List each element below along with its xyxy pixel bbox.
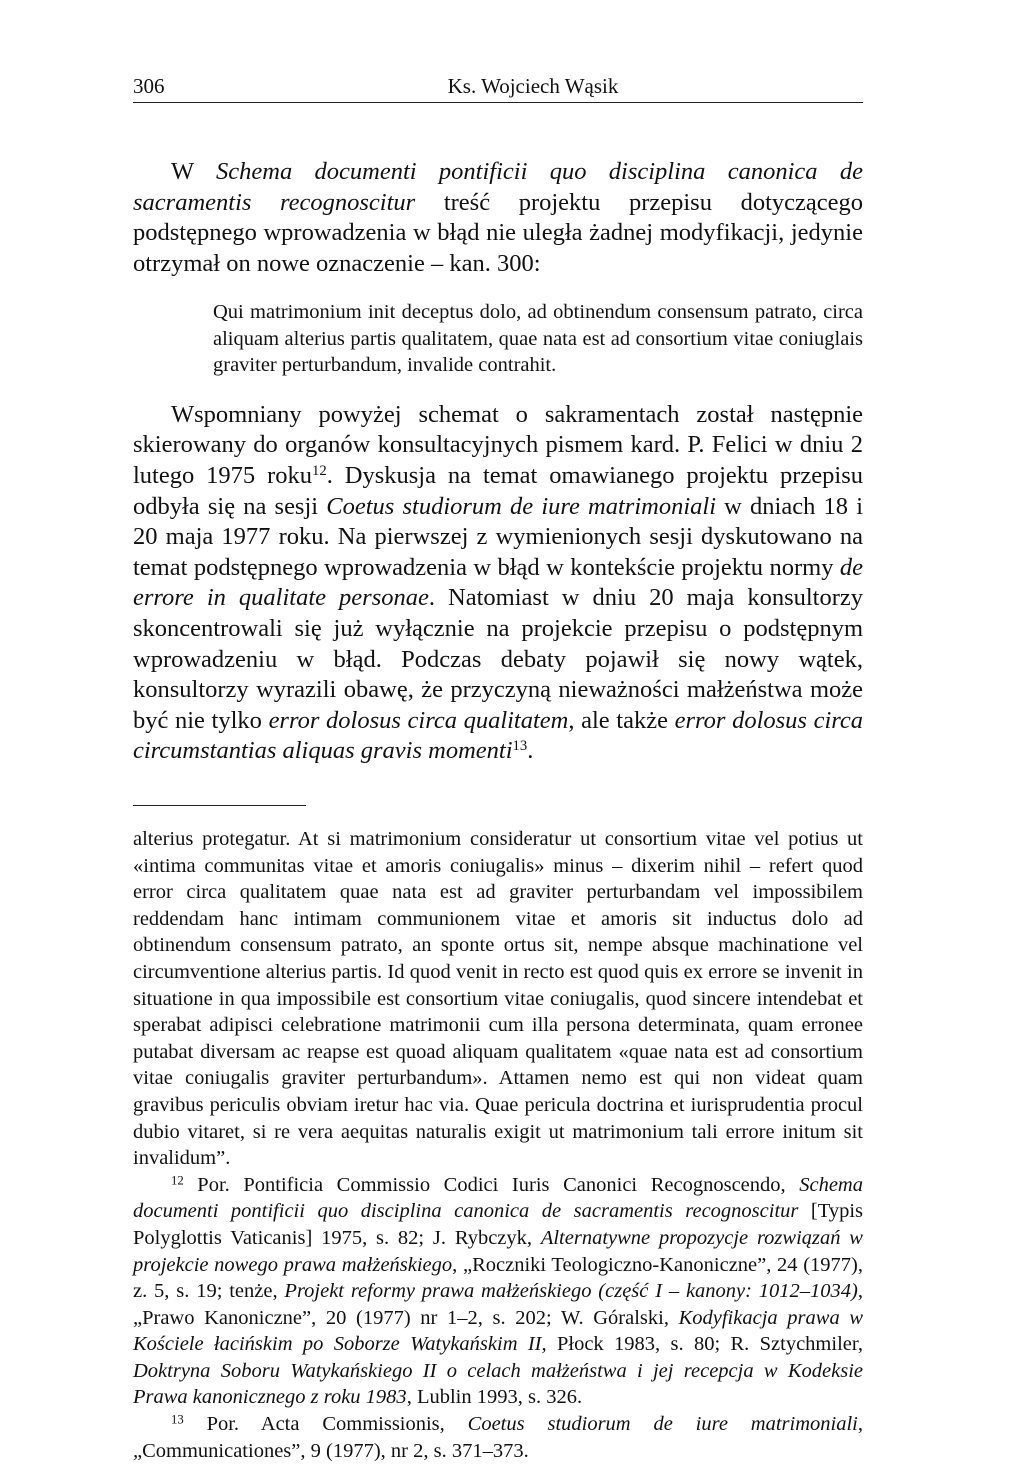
text-run: Por. Acta Commissionis,	[183, 1413, 468, 1436]
italic-title: Coetus studiorum de iure matrimoniali	[467, 1413, 858, 1436]
footnote-mark: 13	[171, 1412, 184, 1427]
text-run: Wspomniany powyżej schemat o sakramentach został następnie skierowany do organów konsultacyjnych pismem kard. P. Felici w dniu 2 lutego 1975 roku	[133, 400, 863, 490]
page	[133, 72, 863, 1464]
footnote-mark: 12	[171, 1173, 184, 1188]
text-run: . Dyskusja na temat omawianego projektu przepisu odbyła się na sesji	[133, 462, 863, 520]
italic-title: Schema documenti pontificii quo disciplina canonica de sacramentis recognoscitur	[133, 158, 863, 216]
italic-term: error dolosus circa qualitatem	[268, 706, 569, 734]
text-run: , „Prawo Kanoniczne”, 20 (1977) nr 1–2, s. 202; W. Góralski,	[133, 1280, 864, 1329]
italic-title: Doktryna Soboru Watykańskiego II o celach małżeństwa i jej recepcja w Kodeksie Prawa kanonicznego z roku 1983	[133, 1359, 863, 1409]
block-quote	[213, 299, 863, 379]
page-number: 306	[133, 74, 165, 98]
italic-term: Coetus studiorum de iure matrimoniali	[326, 492, 717, 520]
italic-title: Schema documenti pontificii quo disciplina canonica de sacramentis recognoscitur	[133, 1173, 863, 1223]
footnote-ref-12[interactable]: 12	[312, 462, 327, 479]
text-run: , ale także	[568, 706, 675, 734]
footnotes	[133, 826, 863, 1464]
text-run: W	[171, 158, 217, 185]
paragraph-2	[133, 400, 863, 767]
quote-text: Qui matrimonium init deceptus dolo, ad obtinendum consensum patrato, circa aliquam alterius partis qualitatem, quae nata est ad consortium vitae coniuglais graviter perturbandum, invalide contrahit.	[213, 301, 863, 377]
paragraph-1	[133, 157, 863, 279]
text-run: [Typis Polyglottis Vaticanis] 1975, s. 82; J. Rybczyk,	[133, 1200, 863, 1249]
italic-title: Kodyfikacja prawa w Kościele łacińskim po Soborze Watykańskim II	[133, 1306, 864, 1356]
text-run: treść projektu przepisu dotyczącego podstępnego wprowadzenia w błąd nie uległa żadnej modyfikacji, jedynie otrzymał on nowe oznaczenie – kan. 300:	[133, 188, 864, 277]
italic-title: Alternatywne propozycje rozwiązań w projekcie nowego prawa małżeńskiego	[133, 1226, 863, 1276]
text-run: , Płock 1983, s. 80; R. Sztychmiler,	[541, 1333, 863, 1356]
italic-term: error dolosus circa circumstantias aliquas gravis momenti	[133, 706, 864, 765]
footnote-ref-13[interactable]: 13	[512, 738, 528, 755]
footnote-continuation: alterius protegatur. At si matrimonium consideratur ut consortium vitae vel potius ut «intima communitas vitae et amoris coniugalis» minus – dixerim nihil – refert quod error circa qualitatem quae nata est ad graviter perturbandam vel impossibilem reddendam hanc intimam communionem vitae et amoris sit inductus dolo ad obtinendum consensum patrato, an sponte ortus sit, nempe absque machinatione vel circumventione alterius partis. Id quod venit in recto est quod quis ex errore se invenit in situatione in qua impossibile est consortium vitae coniugalis, quod sincere intendebat et sperabat adipisci celebratione matrimonii cum illa persona determinata, quam erronee putabat diversam ac reapse est quoad aliquam qualitatem «quae nata est ad consortium vitae coniugalis graviter perturbandum». Attamen nemo est qui non videat quam gravibus periculis obviam iretur hac via. Quae pericula doctrina et iurisprudentia procul dubio vitaret, si re vera aequitas naturalis exigit ut matrimonium tali errore initum sit invalidum”.	[133, 828, 863, 1170]
footnote-divider	[133, 805, 306, 806]
italic-term: de errore in qualitate personae	[133, 553, 863, 612]
text-run: , Lublin 1993, s. 326.	[406, 1386, 583, 1409]
footnote-13	[133, 1411, 863, 1464]
footnote-12	[133, 1172, 863, 1411]
text-run: , „Communicationes”, 9 (1977), nr 2, s. 371–373.	[133, 1413, 863, 1462]
running-head: Ks. Wojciech Wąsik	[447, 74, 619, 98]
text-run: w dniach 18 i 20 maja 1977 roku. Na pierwszej z wymienionych sesji dyskutowano na temat podstępnego wprowadzenia w błąd w kontekście projektu normy	[133, 492, 863, 581]
main-text	[133, 157, 863, 767]
text-run: . Natomiast w dniu 20 maja konsultorzy skoncentrowali się już wyłącznie na projekcie przepisu o podstępnym wprowadzeniu w błąd. Podczas debaty pojawił się nowy wątek, konsultorzy wyrazili obawę, że przyczyną nieważności małżeństwa może być nie tylko	[133, 584, 864, 734]
text-run: Por. Pontificia Commissio Codici Iuris Canonici Recognoscendo,	[183, 1173, 800, 1196]
page-header	[133, 72, 863, 103]
italic-title: Projekt reformy prawa małżeńskiego (część I – kanony: 1012–1034)	[284, 1280, 858, 1303]
text-run: , „Roczniki Teologiczno-Kanoniczne”, 24 (1977), z. 5, s. 19; tenże,	[133, 1253, 864, 1303]
text-run: .	[527, 737, 534, 765]
